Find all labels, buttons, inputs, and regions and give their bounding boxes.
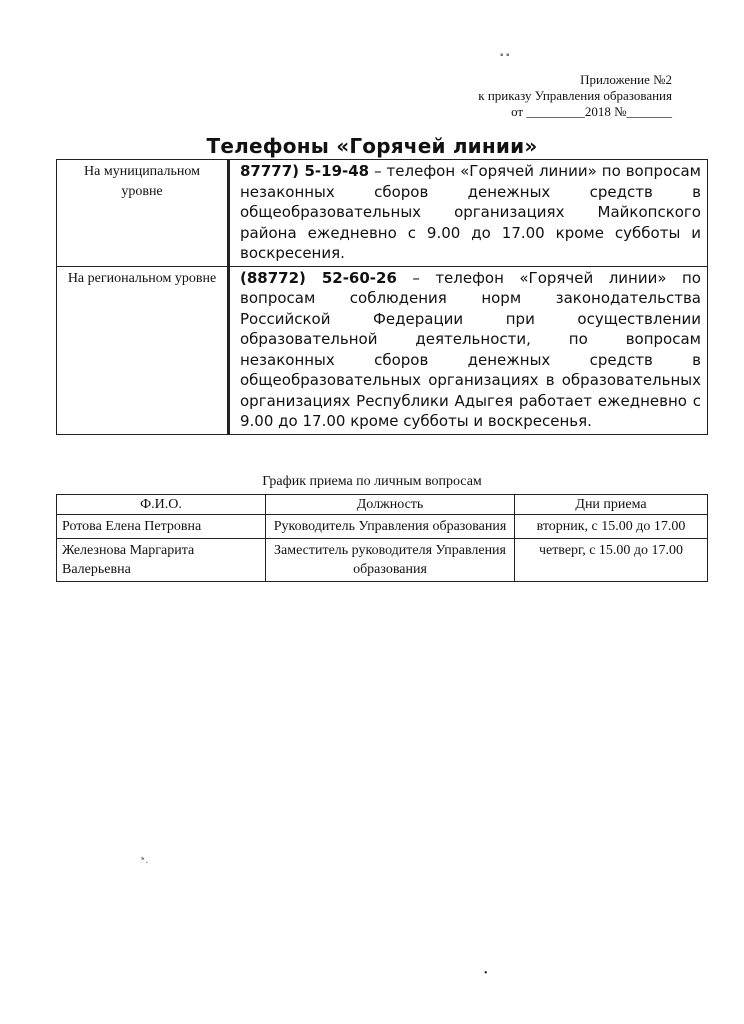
cell-days: вторник, с 15.00 до 17.00 <box>515 515 708 539</box>
cell-name: Железнова Маргарита Валерьевна <box>57 539 266 582</box>
hotline-row-municipal <box>57 160 708 267</box>
cell-name: Ротова Елена Петровна <box>57 515 266 539</box>
cell-days: четверг, с 15.00 до 17.00 <box>515 539 708 582</box>
schedule-table <box>56 494 708 582</box>
appendix-line-1: Приложение №2 <box>580 72 672 87</box>
column-header-position: Должность <box>266 495 515 515</box>
hotline-row-regional <box>57 266 708 434</box>
page-title: Телефоны «Горячей линии» <box>206 134 538 158</box>
hotline-level: На муниципальном уровне <box>57 160 229 267</box>
scan-speck: • <box>484 968 488 979</box>
schedule-header-row <box>57 495 708 515</box>
cell-position: Руководитель Управления образования <box>266 515 515 539</box>
column-header-days: Дни приема <box>515 495 708 515</box>
cell-position: Заместитель руководителя Управления образования <box>266 539 515 582</box>
hotline-info <box>229 160 708 267</box>
column-header-name: Ф.И.О. <box>57 495 266 515</box>
hotline-info <box>229 266 708 434</box>
hotline-phone: 87777) 5-19-48 <box>240 162 370 180</box>
table-row <box>57 515 708 539</box>
appendix-note <box>478 72 672 120</box>
appendix-line-3: от _________2018 №_______ <box>511 104 672 119</box>
hotline-description: – телефон «Горячей линии» по вопросам незаконных сборов денежных средств в общеобразовательных организациях Майкопского района ежедневно с 9.00 до 17.00 кроме субботы и воскресения. <box>240 162 701 262</box>
hotline-level: На региональном уровне <box>57 266 229 434</box>
hotline-description: – телефон «Горячей линии» по вопросам соблюдения норм законодательства Российской Федерации при осуществлении образовательной деятельности, по вопросам незаконных сборов денежных средств в общеобразовательных организациях в образовательных организациях Республики Адыгея работает ежедневно с 9.00 до 17.00 кроме субботы и воскресенья. <box>240 268 701 430</box>
hotline-phone: (88772) 52-60-26 <box>240 268 397 287</box>
scan-speck: ▪ ▪ <box>500 50 510 61</box>
hotline-table <box>56 159 708 435</box>
appendix-line-2: к приказу Управления образования <box>478 88 672 103</box>
scan-speck: ◔. <box>138 852 149 866</box>
table-row <box>57 539 708 582</box>
schedule-caption: График приема по личным вопросам <box>262 474 482 489</box>
